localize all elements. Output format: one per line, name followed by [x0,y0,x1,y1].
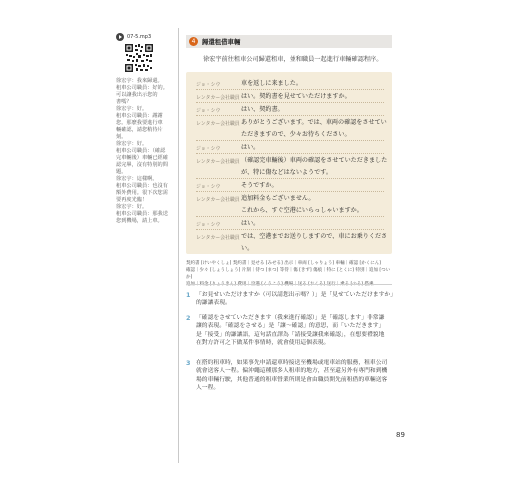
side-note-line: 要再度光臨！ [116,197,148,203]
vocab-line: 契約書 [けいやくしょ] 契約書｜見せる [みせる] 出示｜車両 [しゃりょう] 車輛｜確認 [かくにん] [186,261,382,266]
side-note-line: 輛確認，請您稍待片刻。 [116,127,163,140]
side-note-line: 租車公司職員：也沒有 [116,183,168,189]
note-line: 在對方許可之下做某件事情時，就會使用這個表現。 [196,340,330,347]
side-note-line: 書嗎？ [116,99,132,105]
vocab-line: 確認｜少々 [しょうしょう] 片刻｜待つ [まつ] 等待｜傷 [きず] 傷痕｜特に [とくに] 特別｜追加 [ついか] [186,268,391,280]
dialogue-line: これから、すぐ空港にいらっしゃいますか。 [241,207,363,214]
dotted-divider [196,89,384,90]
qr-code [124,43,154,73]
dialogue-speaker: レンタカー会社職員 [196,197,240,203]
dialogue-line: （確認完車輛後）車両の確認をさせていただきました [241,157,388,164]
dialogue-speaker: レンタカー会社職員 [196,95,240,101]
dotted-divider [196,178,384,179]
note-line: 在搭約租車時，如果事先申請還車時接送至機場或電車站的服務，租車公司 [196,360,388,366]
dialogue-line: が、特に傷などはないようです。 [241,169,332,176]
section-header [186,35,392,48]
dialogue-speaker: ジョ・シウ [196,222,221,228]
audio-file-label: 07-5.mp3 [127,34,152,40]
dialogue-line: はい。 [241,220,260,227]
side-note-line: 您到機場，請上車。 [116,218,163,224]
note-line: 「お見せいただけますか（可以請您出示嗎？）」是「見せていただけますか」的謙讓表現。 [196,292,396,307]
side-note-line: 徐宏宇：這樣啊。 [116,176,158,182]
audio-track[interactable] [116,33,151,41]
play-audio-icon[interactable] [116,33,124,41]
dialogue-speaker: レンタカー会社職員 [196,159,240,165]
side-note-line: 徐宏宇：好。 [116,141,148,147]
dialogue-speaker: ジョ・シウ [196,184,221,190]
dotted-divider [196,140,384,141]
dialogue-speaker: ジョ・シウ [196,82,221,88]
dialogue-line: では、空港までお送りしますので、車にお乗りくださ [241,233,388,240]
side-note-line: 題。 [116,169,127,175]
side-note-line: 可以讓我出示您的 [116,92,158,98]
dotted-divider [196,216,384,217]
dialogue-line: い。 [241,245,254,252]
note-line: 讓的表現。「確認をさせる」是「讓～確認」的意思，而「いただきます」 [196,323,385,330]
section-intro: 徐宏宇前往租車公司歸還租車，並和職員一起進行車輛確認程序。 [203,56,383,63]
side-note-line: 額外費用。很下次您需 [116,190,168,196]
side-note-line: 租車公司職員：謝謝 [116,113,163,119]
dotted-divider [196,229,384,230]
dialogue-line: ただきますので、少々お待ちください。 [241,131,351,138]
note-item [186,291,400,308]
side-note-line: 徐宏宇：我來歸還。 [116,78,163,84]
side-note-line: 徐宏宇：好。 [116,106,148,112]
side-note-line: 租車公司職員：（確認 [116,148,166,154]
note-line: 是「接受」的謙讓語，這句話直譯為「請接受讓我來確認」，在想要禮貌地 [196,331,385,338]
dialogue-speaker: ジョ・シウ [196,108,221,114]
dialogue-line: はい、契約書。 [241,106,284,113]
side-translation [116,78,168,225]
note-number: 3 [186,359,191,367]
dialogue-speaker: レンタカー会社職員 [196,235,240,241]
side-note-line: 徐宏宇：好。 [116,204,148,210]
note-line: 「確認をさせていただきます（我來進行確認）」是「確認します」非常謙 [196,315,385,321]
note-line: 場的車輛行駛，其他普通的租車營業所則是會由職員開先前租借的車輛送客 [196,376,388,383]
page-number: 89 [396,431,405,439]
dialogue-line: はい。契約書を見せていただけますか。 [241,93,351,100]
dialogue-line: 追加料金もございません。 [241,195,315,202]
dialogue-speaker: ジョ・シウ [196,146,221,152]
section-title: 歸還租借車輛 [202,38,241,46]
note-item [186,359,400,393]
note-item [186,314,400,348]
side-note-line: 完車輛後）車輛已經確 [116,155,168,161]
divider [186,284,392,285]
dotted-divider [196,115,384,116]
dotted-divider [196,153,384,154]
side-note-line: 您。那麼我要進行車 [116,120,163,126]
dotted-divider [196,102,384,103]
side-note-line: 租車公司職員：那我送 [116,211,168,217]
side-note-line: 認完畢，沒有特別的問 [116,162,168,168]
note-line: 就會送客人一程。偏沖繩這種那多人租車的地方，甚至還另外有專門和到機 [196,368,388,375]
dialogue-box [186,72,392,254]
section-number-badge: 4 [189,37,198,46]
note-line: 人一程。 [196,385,220,392]
dialogue-line: そうですか。 [241,182,278,189]
dialogue-line: 車を返しに来ました。 [241,80,302,87]
dialogue-line: ありがとうございます。では、車両の確認をさせてい [241,119,387,126]
dotted-divider [196,191,384,192]
dialogue-speaker: レンタカー会社職員 [196,121,240,127]
side-note-line: 租車公司職員：好的。 [116,85,168,91]
note-number: 1 [186,291,191,299]
note-number: 2 [186,314,191,322]
dialogue-line: はい。 [241,144,260,151]
column-divider [178,28,179,463]
